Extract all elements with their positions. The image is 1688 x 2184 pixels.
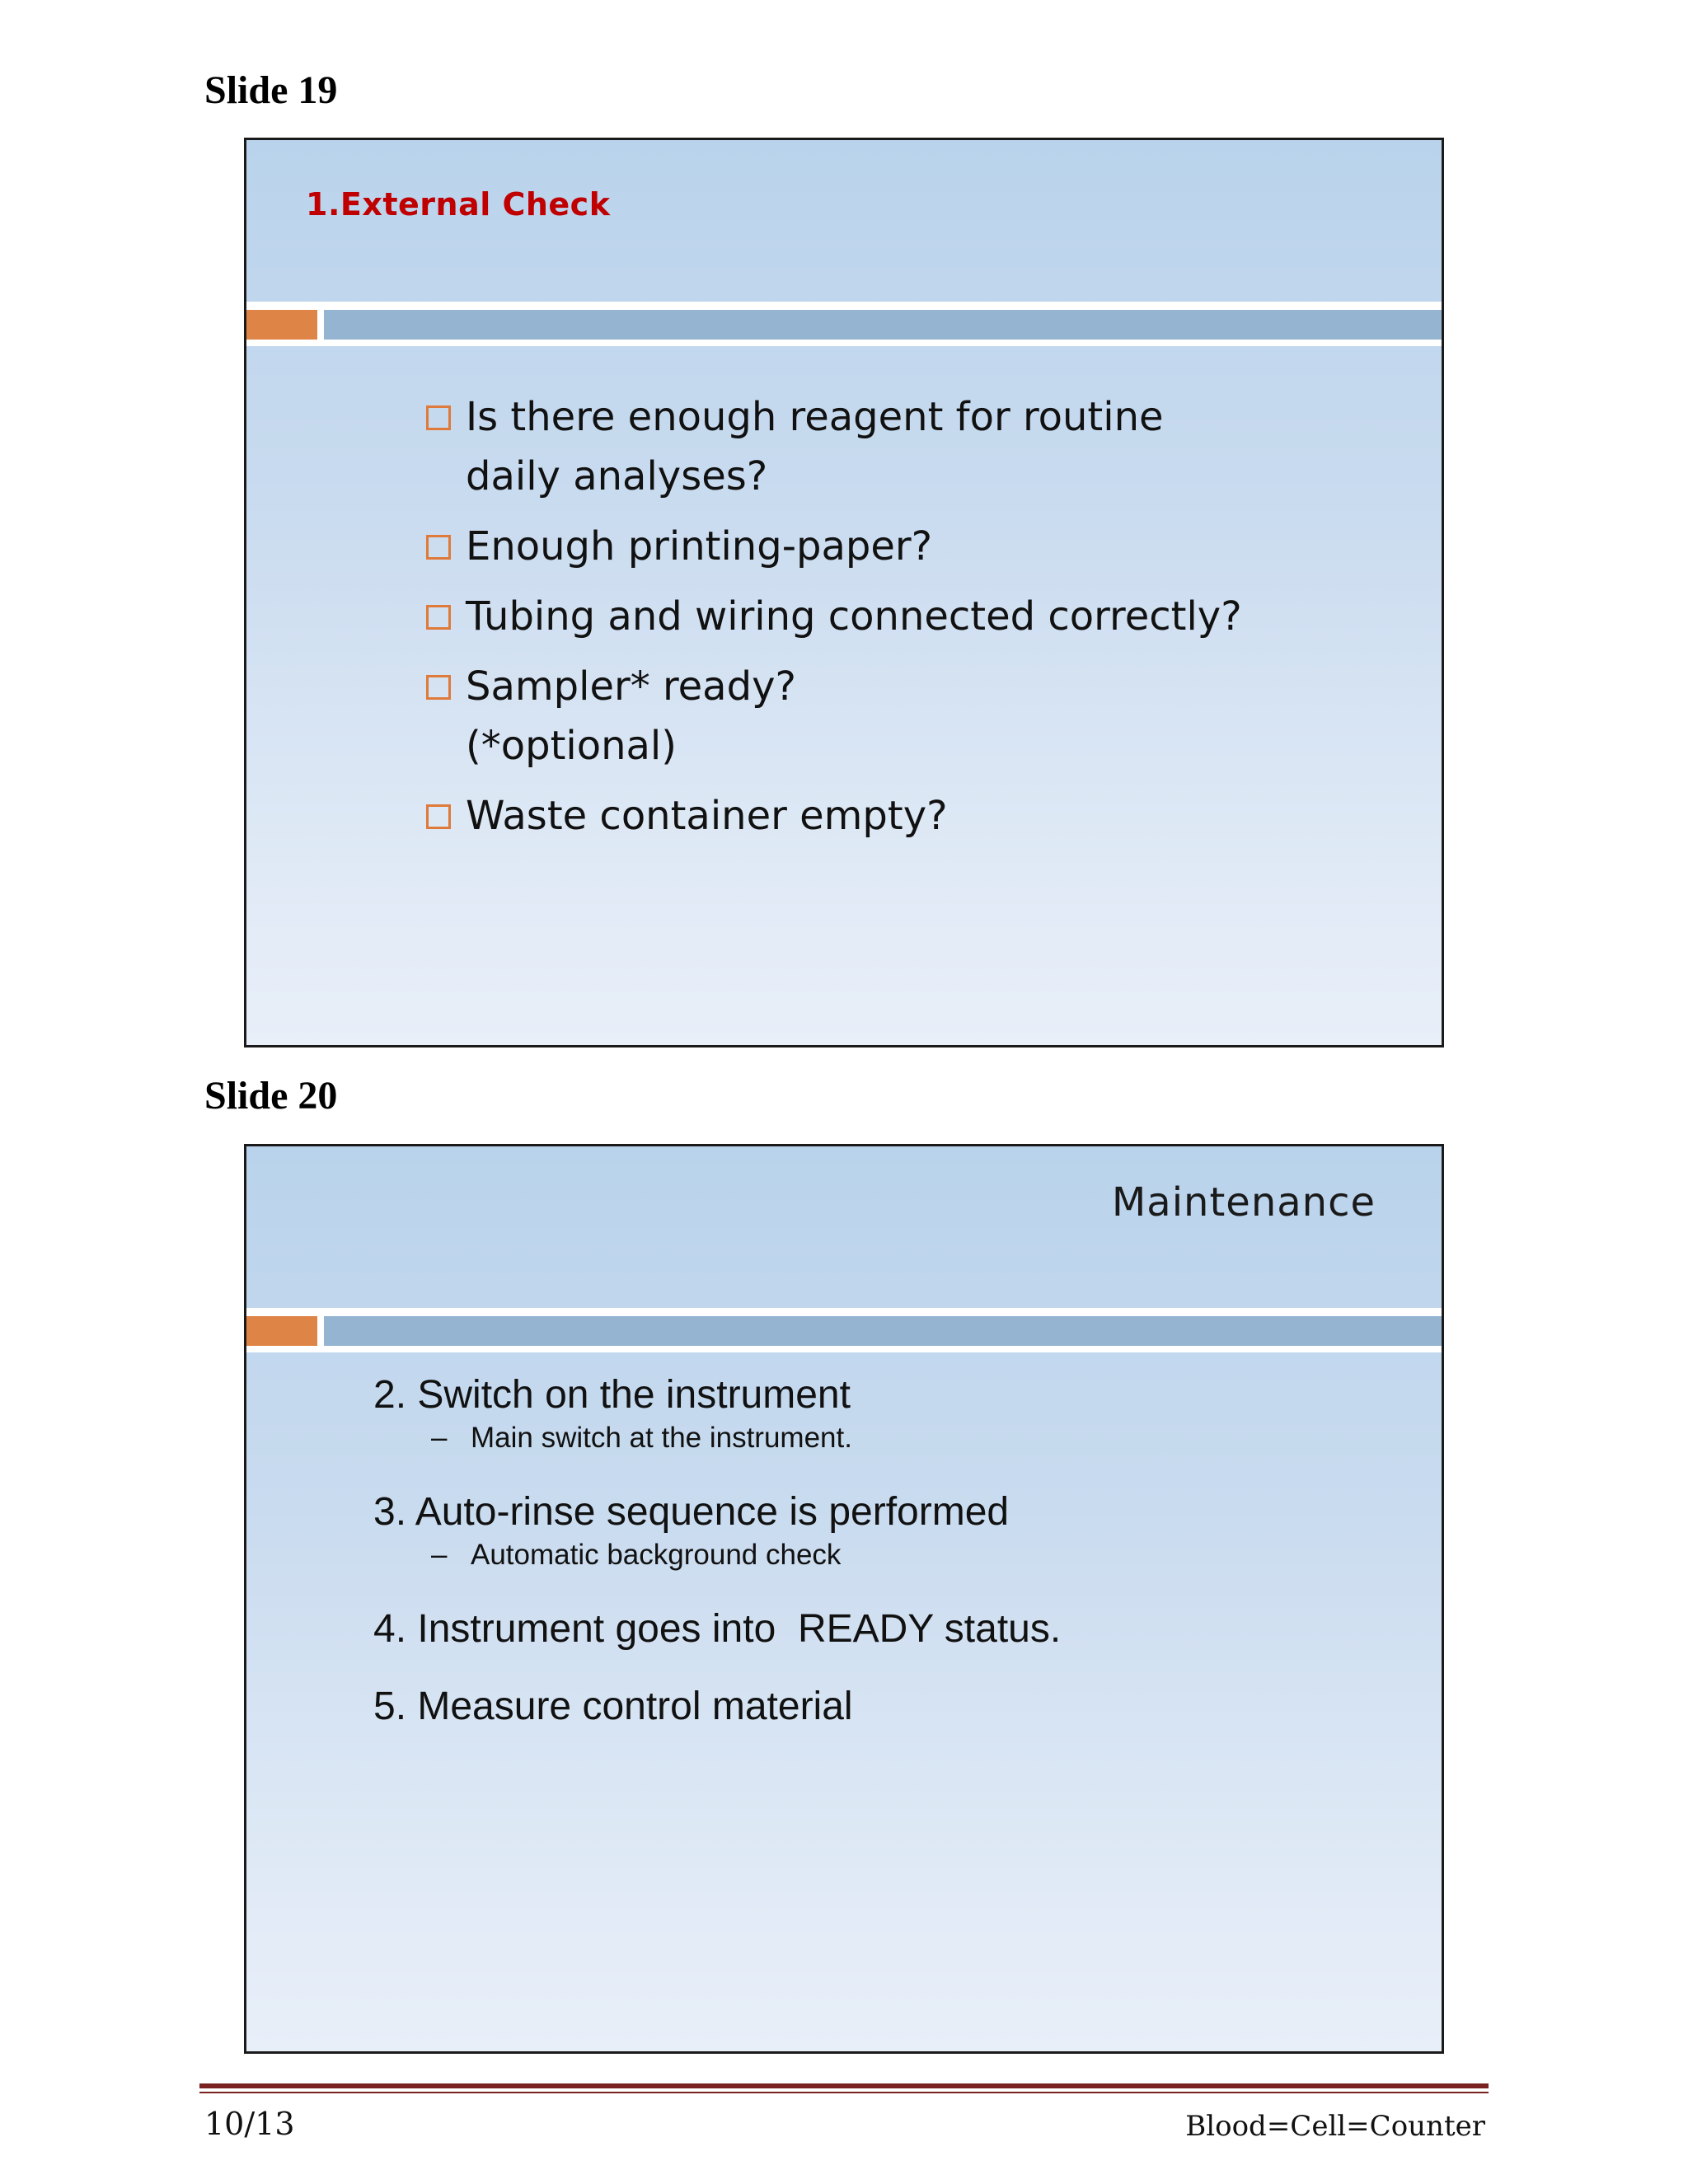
checklist-item: Sampler* ready? (*optional) [426, 657, 1242, 776]
title-divider-accent [246, 310, 317, 340]
checklist-item: Is there enough reagent for routine daily analyses? [426, 387, 1242, 506]
checkbox-bullet-icon [426, 535, 451, 560]
step-item: 3. Auto-rinse sequence is performed – Automatic background check [373, 1488, 1061, 1573]
maintenance-steps [373, 1371, 1061, 1732]
checklist-item: Enough printing-paper? [426, 517, 1242, 576]
checklist-item: Waste container empty? [426, 786, 1242, 846]
step-item: 4. Instrument goes into READY status. [373, 1607, 1062, 1651]
slide-19-label: Slide 19 [204, 68, 338, 112]
checkbox-bullet-icon [426, 605, 451, 630]
title-divider-bar [324, 310, 1442, 340]
slide-19 [244, 138, 1444, 1047]
title-divider-accent [246, 1316, 317, 1346]
slide-20-title: Maintenance [1111, 1179, 1376, 1226]
document-title: Blood=Cell=Counter [1185, 2110, 1485, 2143]
slide-20-label: Slide 20 [204, 1074, 338, 1118]
checkbox-bullet-icon [426, 675, 451, 700]
checkbox-bullet-icon [426, 405, 451, 430]
footer-rule [199, 2083, 1489, 2088]
step-item: 2. Switch on the instrument – Main switch at the instrument. [373, 1371, 1061, 1456]
checklist-item: Tubing and wiring connected correctly? [426, 587, 1242, 646]
page-number: 10/13 [204, 2106, 295, 2142]
dash-bullet: – [431, 1539, 448, 1571]
step-item: 5. Measure control material [373, 1685, 853, 1728]
checkbox-bullet-icon [426, 804, 451, 829]
title-divider-bar [324, 1316, 1442, 1346]
footer-rule-thin [199, 2092, 1489, 2093]
checklist [426, 387, 1242, 856]
slide-19-title: 1.External Check [306, 186, 611, 223]
slide-20 [244, 1144, 1444, 2054]
dash-bullet: – [431, 1422, 448, 1454]
